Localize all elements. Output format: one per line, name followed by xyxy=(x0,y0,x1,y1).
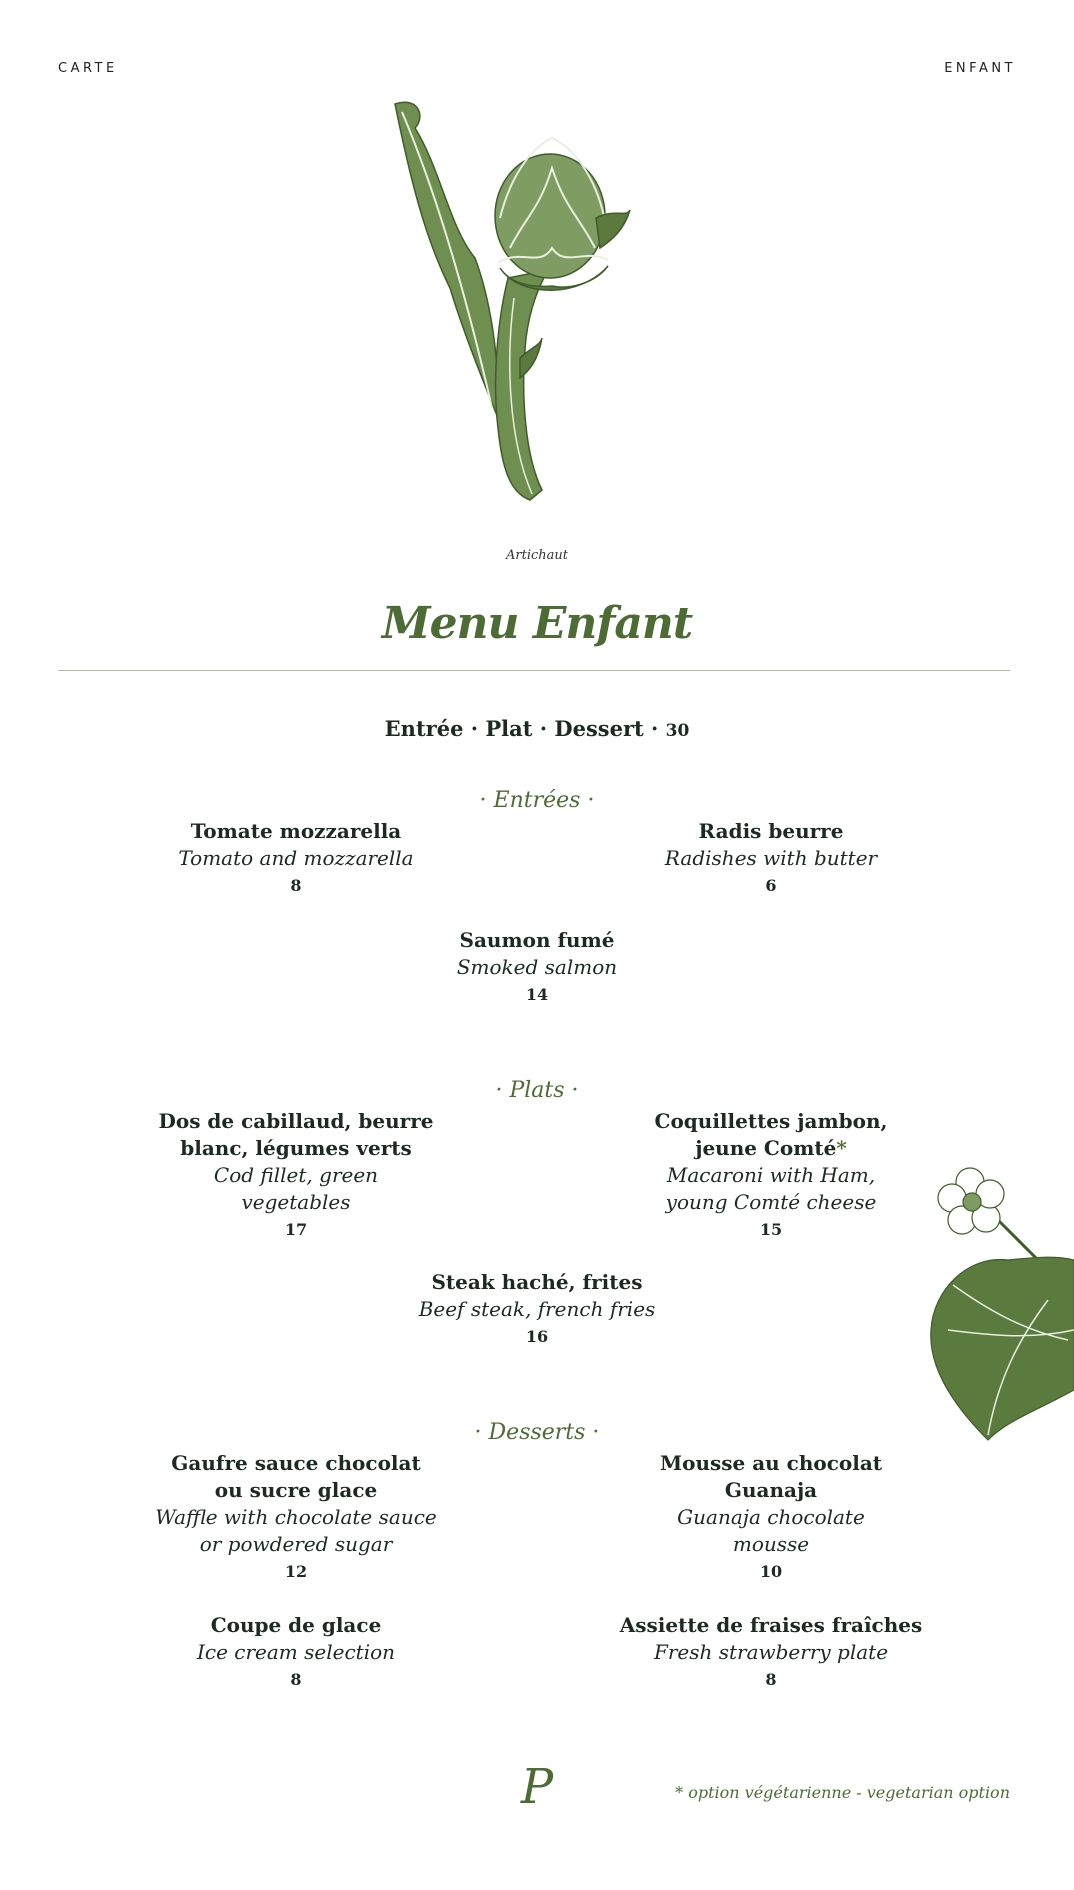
dish-translation-line-1: Macaroni with Ham, xyxy=(666,1163,876,1187)
menu-item xyxy=(126,1450,466,1585)
section-heading-entrees: · Entrées · xyxy=(479,788,595,813)
dish-translation-line-2: mousse xyxy=(732,1532,810,1556)
vegetarian-star: * xyxy=(836,1136,847,1160)
set-menu-formula xyxy=(0,716,1074,741)
dish-name: Steak haché, frites xyxy=(431,1270,643,1294)
dish-price: 10 xyxy=(759,1562,783,1581)
dish-name-line-2: blanc, légumes verts xyxy=(180,1136,412,1160)
dish-translation-line-1: Guanaja chocolate xyxy=(677,1505,865,1529)
menu-item xyxy=(367,1269,707,1350)
header-left-label: CARTE xyxy=(58,61,118,76)
dish-name-line-1: Coquillettes jambon, xyxy=(654,1109,888,1133)
menu-item xyxy=(601,1108,941,1243)
section-heading-plats: · Plats · xyxy=(495,1078,579,1103)
dish-translation: Tomato and mozzarella xyxy=(178,846,414,870)
dish-translation-line-2: young Comté cheese xyxy=(665,1190,877,1214)
menu-item xyxy=(126,818,466,899)
page-title: Menu Enfant xyxy=(381,598,693,649)
dish-translation-line-1: Cod fillet, green xyxy=(213,1163,379,1187)
menu-item xyxy=(601,1612,941,1693)
formula-price: 30 xyxy=(665,721,690,741)
dish-name: Saumon fumé xyxy=(459,928,615,952)
dish-name-line-2: ou sucre glace xyxy=(214,1478,378,1502)
dish-price: 12 xyxy=(284,1562,308,1581)
artichoke-illustration-icon xyxy=(380,98,640,510)
dish-name: Coupe de glace xyxy=(210,1613,382,1637)
dish-name-line-1: Dos de cabillaud, beurre xyxy=(158,1109,434,1133)
title-divider xyxy=(58,670,1010,671)
dish-price: 16 xyxy=(525,1327,549,1346)
dish-price: 8 xyxy=(290,1670,302,1689)
dish-name: Radis beurre xyxy=(698,819,844,843)
menu-item xyxy=(601,818,941,899)
illustration-caption: Artichaut xyxy=(506,548,568,563)
brand-logo-icon: P xyxy=(520,1759,554,1815)
menu-item xyxy=(367,927,707,1008)
dish-translation-line-2: or powdered sugar xyxy=(199,1532,393,1556)
dish-translation-line-2: vegetables xyxy=(241,1190,351,1214)
dish-name-line-1: Mousse au chocolat xyxy=(659,1451,883,1475)
dish-name: Assiette de fraises fraîches xyxy=(619,1613,923,1637)
dish-price: 8 xyxy=(765,1670,777,1689)
menu-item xyxy=(126,1108,466,1243)
dish-name: Tomate mozzarella xyxy=(190,819,402,843)
dish-price: 15 xyxy=(759,1220,783,1239)
dish-name-text: jeune Comté xyxy=(695,1136,837,1160)
dish-translation-line-1: Waffle with chocolate sauce xyxy=(155,1505,437,1529)
dish-translation: Fresh strawberry plate xyxy=(653,1640,889,1664)
dish-price: 17 xyxy=(284,1220,308,1239)
header-right-label: ENFANT xyxy=(944,61,1016,76)
section-heading-desserts: · Desserts · xyxy=(474,1420,600,1445)
geranium-illustration-icon xyxy=(928,1160,1074,1450)
dish-translation: Radishes with butter xyxy=(664,846,878,870)
dish-price: 6 xyxy=(765,876,777,895)
vegetarian-footnote: * option végétarienne - vegetarian option xyxy=(675,1783,1010,1802)
dish-name-line-1: Gaufre sauce chocolat xyxy=(171,1451,421,1475)
dish-translation: Beef steak, french fries xyxy=(418,1297,656,1321)
dish-name-line-2: Guanaja xyxy=(724,1478,818,1502)
dish-translation: Ice cream selection xyxy=(196,1640,396,1664)
dish-translation: Smoked salmon xyxy=(456,955,618,979)
menu-item xyxy=(601,1450,941,1585)
dish-price: 8 xyxy=(290,876,302,895)
dish-price: 14 xyxy=(525,985,549,1004)
formula-label: Entrée · Plat · Dessert · xyxy=(384,716,666,741)
menu-item xyxy=(126,1612,466,1693)
dish-name-line-2 xyxy=(601,1135,941,1162)
